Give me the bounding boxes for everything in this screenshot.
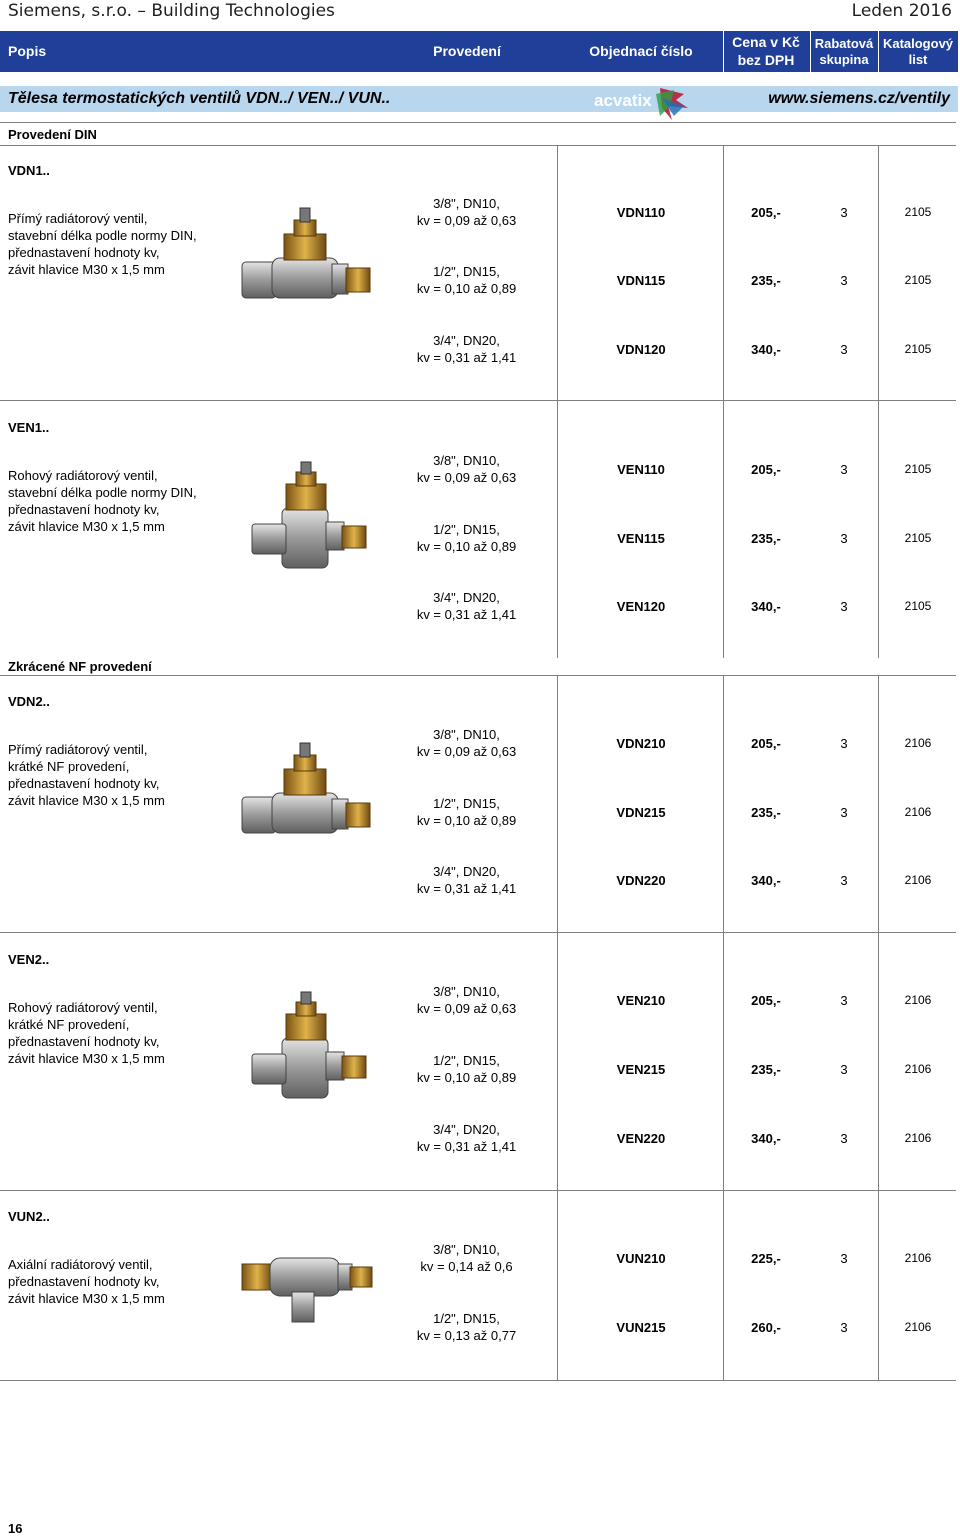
catalogue-sheet: 2106 [904,993,932,1007]
catalogue-sheet: 2106 [904,1062,932,1076]
variant-kv: kv = 0,10 až 0,89 [416,281,517,296]
discount-group: 3 [840,1131,848,1146]
column-divider [878,1190,879,1380]
column-divider [723,675,724,932]
price: 205,- [751,993,781,1008]
discount-group: 3 [840,273,848,288]
column-divider [723,1190,724,1380]
document-date: Leden 2016 [851,1,952,21]
price: 340,- [751,599,781,614]
price: 205,- [751,462,781,477]
variant-kv: kv = 0,31 až 1,41 [416,607,517,622]
price: 235,- [751,805,781,820]
order-code: VEN215 [616,1062,666,1077]
variant-kv: kv = 0,09 až 0,63 [416,213,517,228]
order-code: VDN215 [616,805,666,820]
column-divider [723,932,724,1190]
variant-kv: kv = 0,13 až 0,77 [416,1328,517,1343]
variant-size: 1/2", DN15, [433,264,500,279]
catalogue-sheet: 2106 [904,1131,932,1145]
price: 225,- [751,1251,781,1266]
catalogue-sheet: 2106 [904,1320,932,1334]
catalogue-sheet: 2106 [904,736,932,750]
variant-kv: kv = 0,31 až 1,41 [416,881,517,896]
discount-group: 3 [840,342,848,357]
catalogue-sheet: 2105 [904,205,932,219]
page-title: Tělesa termostatických ventilů VDN../ VEN../ VUN.. [8,90,391,107]
variant-size: 3/8", DN10, [433,984,500,999]
order-code: VDN220 [616,873,666,888]
col-rabat-1: Rabatová [814,36,874,51]
column-divider [557,932,558,1190]
column-divider [557,145,558,400]
variant-size: 3/4", DN20, [433,333,500,348]
variant-kv: kv = 0,10 až 0,89 [416,813,517,828]
discount-group: 3 [840,599,848,614]
straight-valve-image [232,735,382,855]
variant-kv: kv = 0,09 až 0,63 [416,744,517,759]
logo-text: acvatix [594,91,652,110]
variant-size: 1/2", DN15, [433,796,500,811]
variant-size: 1/2", DN15, [433,1311,500,1326]
discount-group: 3 [840,205,848,220]
product-description: Rohový radiátorový ventil, stavební délka podle normy DIN, přednastavení hodnoty kv, závit hlavice M30 x 1,5 mm [8,468,197,534]
order-code: VUN210 [616,1251,666,1266]
price: 340,- [751,342,781,357]
column-divider [878,400,879,658]
col-popis: Popis [8,43,47,59]
top-bar [0,0,960,26]
order-code: VEN210 [616,993,666,1008]
catalogue-sheet: 2106 [904,873,932,887]
discount-group: 3 [840,1251,848,1266]
row-divider [0,145,956,146]
catalogue-sheet: 2105 [904,531,932,545]
page-number: 16 [8,1521,23,1536]
column-divider [557,1190,558,1380]
col-objednaci: Objednací číslo [589,43,693,59]
order-code: VEN110 [617,462,665,477]
row-divider [0,675,956,676]
catalogue-sheet: 2105 [904,342,932,356]
section-nf-heading: Zkrácené NF provedení [8,659,152,674]
variant-size: 3/8", DN10, [433,196,500,211]
col-cena-1: Cena v Kč [732,34,800,50]
col-provedeni: Provedení [433,43,501,59]
catalogue-sheet: 2105 [904,462,932,476]
discount-group: 3 [840,1062,848,1077]
catalogue-sheet: 2105 [904,599,932,613]
product-description: Rohový radiátorový ventil, krátké NF provedení, přednastavení hodnoty kv, závit hlavice M30 x 1,5 mm [8,1000,165,1066]
discount-group: 3 [840,993,848,1008]
variant-size: 3/4", DN20, [433,590,500,605]
product-group-name: VEN2.. [8,952,50,967]
variant-kv: kv = 0,10 až 0,89 [416,539,517,554]
row-divider [0,1190,956,1191]
variant-kv: kv = 0,09 až 0,63 [416,470,517,485]
website-url[interactable]: www.siemens.cz/ventily [768,90,950,107]
product-group-name: VUN2.. [8,1209,50,1224]
acvatix-logo [590,86,694,122]
variant-kv: kv = 0,31 až 1,41 [416,350,517,365]
angle-valve-image [232,990,382,1110]
catalogue-sheet: 2106 [904,1251,932,1265]
price: 260,- [751,1320,781,1335]
column-divider [557,400,558,658]
price: 235,- [751,1062,781,1077]
price: 340,- [751,1131,781,1146]
order-code: VDN115 [616,273,666,288]
price: 205,- [751,736,781,751]
order-code: VUN215 [616,1320,666,1335]
column-divider [723,145,724,400]
row-divider [0,122,956,123]
catalogue-sheet: 2106 [904,805,932,819]
variant-kv: kv = 0,09 až 0,63 [416,1001,517,1016]
discount-group: 3 [840,462,848,477]
order-code: VEN220 [616,1131,666,1146]
price: 205,- [751,205,781,220]
column-divider [557,675,558,932]
price: 235,- [751,273,781,288]
discount-group: 3 [840,1320,848,1335]
variant-kv: kv = 0,31 až 1,41 [416,1139,517,1154]
order-code: VDN110 [616,205,666,220]
order-code: VDN120 [616,342,666,357]
section-din-heading: Provedení DIN [8,127,97,142]
discount-group: 3 [840,805,848,820]
order-code: VEN115 [617,531,665,546]
col-cena-2: bez DPH [737,52,795,68]
product-group-name: VEN1.. [8,420,50,435]
column-divider [723,400,724,658]
variant-size: 3/8", DN10, [433,727,500,742]
product-description: Přímý radiátorový ventil, krátké NF provedení, přednastavení hodnoty kv, závit hlavice M30 x 1,5 mm [8,742,165,808]
order-code: VEN120 [616,599,666,614]
col-rabat-2: skupina [819,52,869,67]
discount-group: 3 [840,873,848,888]
col-katalog-1: Katalogový [882,36,954,51]
product-group-name: VDN2.. [8,694,50,709]
variant-size: 3/4", DN20, [433,864,500,879]
row-divider [0,932,956,933]
angle-valve-image [232,460,382,580]
variant-size: 3/4", DN20, [433,1122,500,1137]
column-header [0,31,958,72]
variant-size: 3/8", DN10, [433,1242,500,1257]
product-description: Axiální radiátorový ventil, přednastavení hodnoty kv, závit hlavice M30 x 1,5 mm [8,1257,165,1306]
variant-kv: kv = 0,14 až 0,6 [420,1259,513,1274]
row-divider [0,400,956,401]
product-group-name: VDN1.. [8,163,50,178]
col-katalog-2: list [908,52,928,67]
product-description: Přímý radiátorový ventil, stavební délka podle normy DIN, přednastavení hodnoty kv, závit hlavice M30 x 1,5 mm [8,211,197,277]
variant-kv: kv = 0,10 až 0,89 [416,1070,517,1085]
discount-group: 3 [840,736,848,751]
title-bar [0,86,958,112]
row-divider [0,1380,956,1381]
column-divider [878,145,879,400]
company-name: Siemens, s.r.o. – Building Technologies [8,1,335,21]
column-divider [878,675,879,932]
axial-valve-image [232,1230,382,1350]
column-divider [878,932,879,1190]
straight-valve-image [232,200,382,320]
price: 340,- [751,873,781,888]
variant-size: 1/2", DN15, [433,1053,500,1068]
catalogue-sheet: 2105 [904,273,932,287]
price: 235,- [751,531,781,546]
variant-size: 1/2", DN15, [433,522,500,537]
order-code: VDN210 [616,736,666,751]
variant-size: 3/8", DN10, [433,453,500,468]
discount-group: 3 [840,531,848,546]
